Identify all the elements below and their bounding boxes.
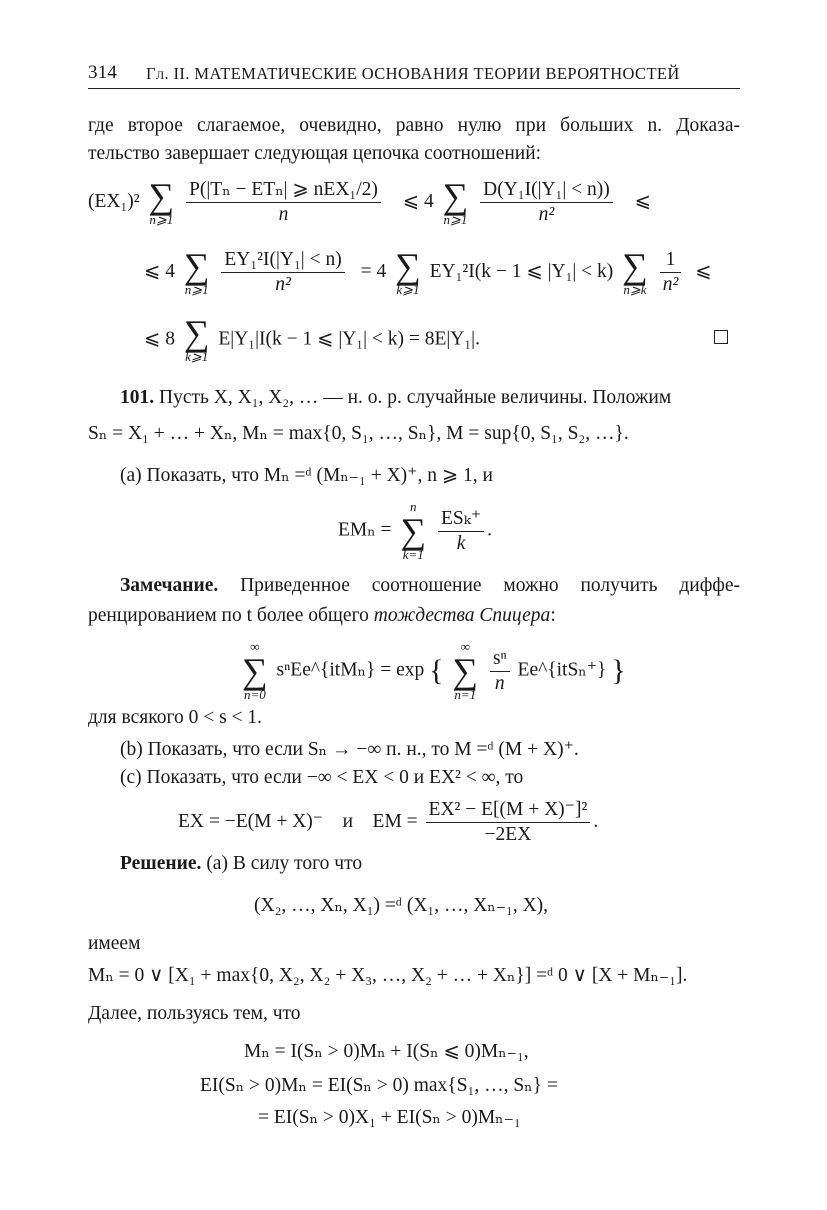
formula-spitzer: ∞ ∑ n=0 sⁿEe^{itMₙ} = exp { ∞ ∑ n=1 $\frac{\text{sⁿ}}{n}$ Ee^{itSₙ⁺} } [242,639,626,702]
formula-em: EMₙ = n ∑ k=1 $\frac{\text{ESₖ⁺}}{k}$ . [338,499,493,562]
remark-line-2: ренцированием по t более общего тождества Спицера: [88,605,556,626]
fraction: $\frac{\text{sⁿ}}{n}$ [490,647,510,696]
chain-row-3: ⩽ 8 ∑ k⩾1 E|Y₁|I(k − 1 ⩽ |Y₁| < k) = 8E|Y₁|. [144,313,480,364]
sum-symbol: ∑ k⩾1 [395,245,421,297]
problem-101-line-1: 101. Пусть X, X₁, X₂, … — н. о. р. случайные величины. Положим [120,387,672,408]
problem-number: 101. [120,387,155,408]
page-number: 314 [88,62,118,83]
remark-after: для всякого 0 < s < 1. [88,707,263,728]
solution-have: имеем [88,933,141,954]
solution-eq-2: Mₙ = 0 ∨ [X₁ + max{0, X₂, X₂ + X₃, …, X₂ + … + Xₙ}] =ᵈ 0 ∨ [X + Mₙ₋₁]. [88,965,688,986]
fraction: $\frac{\text{ESₖ⁺}}{k}$ [438,507,484,556]
chapter-title: Гл. II. МАТЕМАТИЧЕСКИЕ ОСНОВАНИЯ ТЕОРИИ ВЕРОЯТНОСТЕЙ [146,64,680,83]
part-a-statement: (a) Показать, что Mₙ =ᵈ (Mₙ₋₁ + X)⁺, n ⩾ 1, и [120,465,493,486]
sum-symbol: ∑ n⩾1 [148,175,175,227]
intro-line-1: где второе слагаемое, очевидно, равно нулю при больших n. Доказа- [88,115,740,136]
chain-lhs: (EX₁)² [88,190,140,212]
qed-square-icon [714,330,728,344]
running-header [88,60,740,89]
part-b-statement: (b) Показать, что если Sₙ → −∞ п. н., то M =ᵈ (M + X)⁺. [120,739,579,760]
fraction: $\frac{1}{\text{n²}}$ [660,248,682,297]
fraction: $\frac{\text{EX² − E[(M + X)⁻]²}}{-2EX}$ [426,798,591,847]
sum-symbol: n ∑ k=1 [400,499,427,562]
problem-101-definitions: Sₙ = X₁ + … + Xₙ, Mₙ = max{0, S₁, …, Sₙ}, M = sup{0, S₁, S₂, …}. [88,423,629,444]
fraction: $\frac{\text{P(|Tₙ − ETₙ| ⩾ nEX₁/2)}}{n}$ [186,178,381,227]
fraction: $\frac{\text{D(Y₁I(|Y₁| < n))}}{\text{n²}}$ [480,178,613,227]
solution-eq-4: EI(Sₙ > 0)Mₙ = EI(Sₙ > 0) max{S₁, …, Sₙ} = [200,1075,558,1096]
solution-eq-3: Mₙ = I(Sₙ > 0)Mₙ + I(Sₙ ⩽ 0)Mₙ₋₁, [244,1041,529,1062]
sum-symbol: ∑ n⩾1 [183,245,210,297]
fraction: $\frac{\text{EY₁²I(|Y₁| < n)}}{\text{n²}}$ [221,248,344,297]
solution-eq-1: (X₂, …, Xₙ, X₁) =ᵈ (X₁, …, Xₙ₋₁, X), [254,895,549,916]
solution-line-1: Решение. (a) В силу того что [120,853,363,874]
spitzer-identity-term: тождества Спицера [373,605,551,626]
formula-part-c: EX = −E(M + X)⁻ и EM = $\frac{\text{EX² − E[(M + X)⁻]²}}{-2EX}$ . [178,799,599,845]
intro-line-2: тельство завершает следующая цепочка соотношений: [88,143,542,164]
solution-label: Решение. [120,853,202,874]
remark-label: Замечание. [120,575,219,596]
solution-eq-5: = EI(Sₙ > 0)X₁ + EI(Sₙ > 0)Mₙ₋₁ [258,1107,521,1128]
book-page [88,0,740,1210]
remark-line-1: Замечание. Приведенное соотношение можно получить диффе- [120,575,740,596]
sum-symbol: ∑ k⩾1 [183,313,210,364]
part-c-statement: (c) Показать, что если −∞ < EX < 0 и EX² < ∞, то [120,767,524,788]
sum-symbol: ∑ n⩾1 [442,175,469,227]
sum-symbol: ∑ n⩾k [622,245,648,297]
chain-row-2: ⩽ 4 ∑ n⩾1 $\frac{\text{EY₁²I(|Y₁| < n)}}{\text{n²}}$ = 4 ∑ k⩾1 EY₁²I(k − 1 ⩽ |Y₁| < k) ∑ n⩾k $\frac{1}{\text{n²}}$ ⩽ [144,245,712,297]
sum-symbol: ∞ ∑ n=1 [452,639,479,702]
sum-symbol: ∞ ∑ n=0 [242,639,268,702]
chain-row-1: (EX₁)² ∑ n⩾1 $\frac{\text{P(|Tₙ − ETₙ| ⩾ nEX₁/2)}}{n}$ ⩽ 4 ∑ n⩾1 $\frac{\text{D(Y₁I(|Y₁| < n))}}{\text{n²}}$ ⩽ [88,175,651,227]
solution-further: Далее, пользуясь тем, что [88,1003,301,1024]
